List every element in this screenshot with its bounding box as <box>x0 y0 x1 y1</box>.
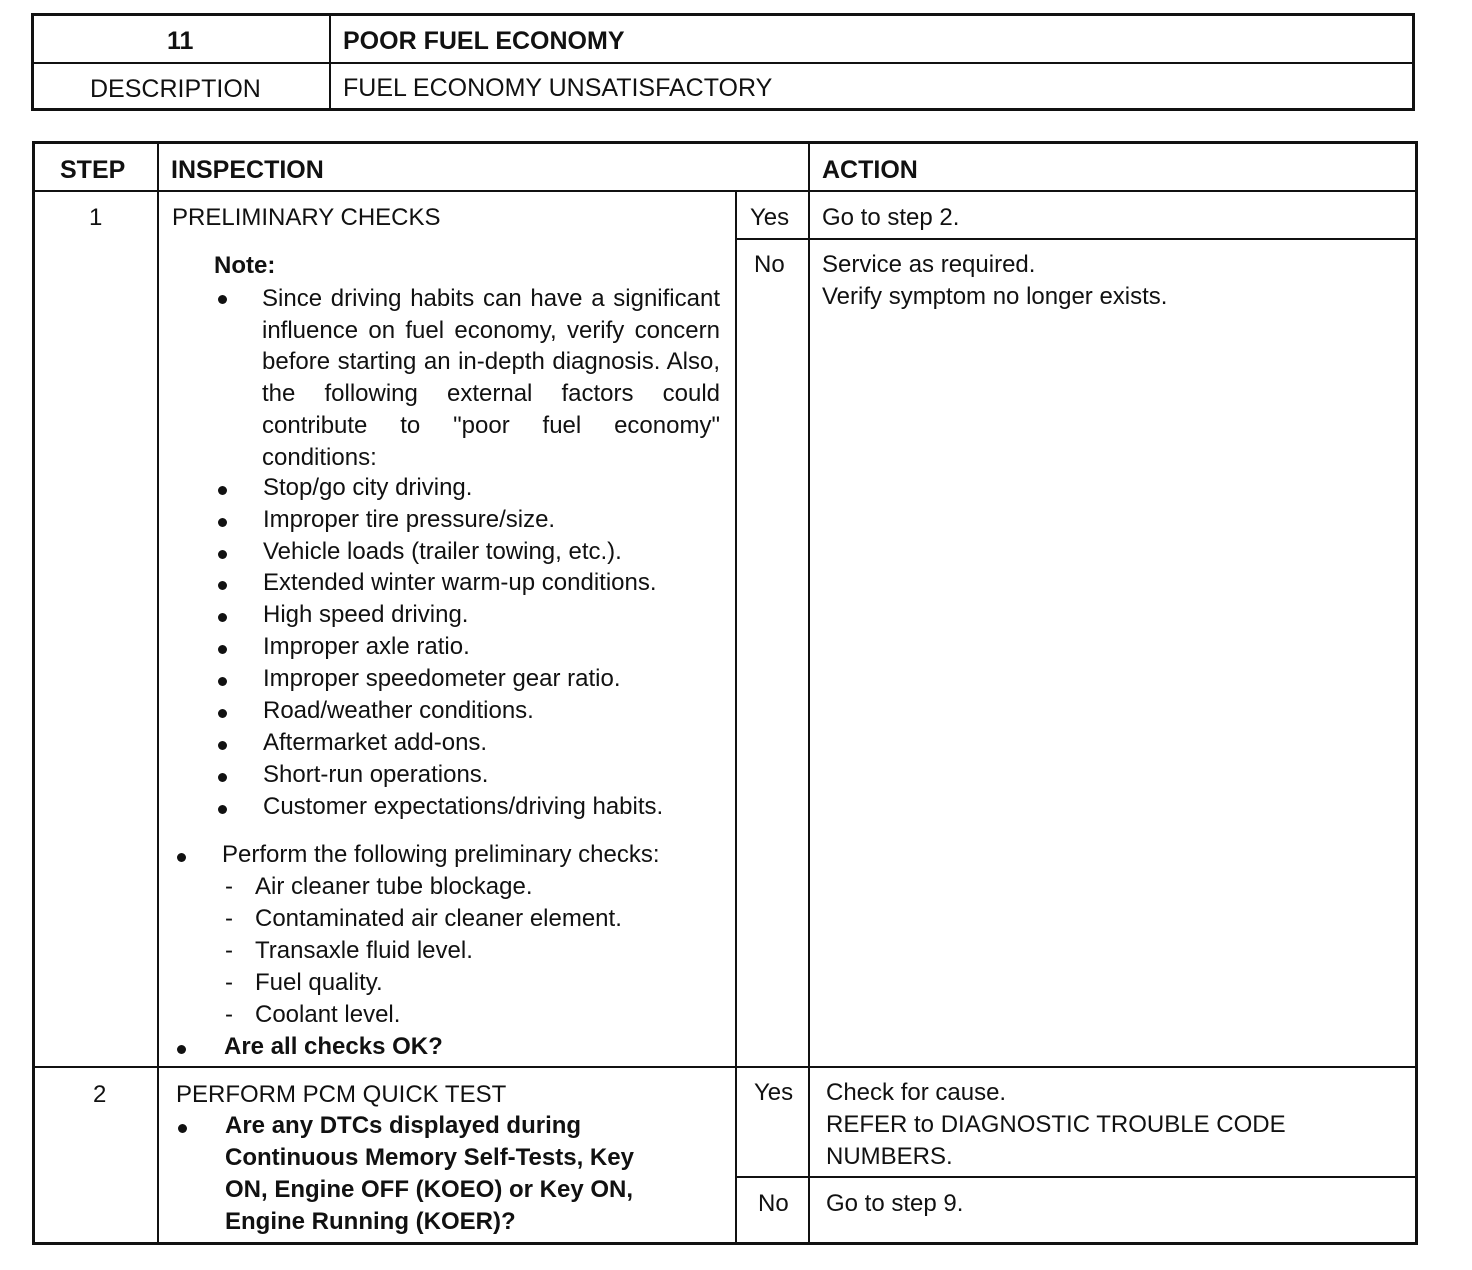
factor-item: Improper speedometer gear ratio. <box>263 665 621 692</box>
factor-item: Customer expectations/driving habits. <box>263 793 664 820</box>
step-column-header: STEP <box>60 156 126 184</box>
note-label: Note: <box>214 252 276 279</box>
check-item: Fuel quality. <box>255 969 383 996</box>
bullet-icon <box>218 709 227 718</box>
note-intro: Since driving habits can have a significant influence on fuel economy, verify concern before starting an in-depth diagnosis. Also, the following external factors could contribute to "poor fuel economy" conditions: <box>262 285 720 471</box>
bullet-icon <box>177 853 186 862</box>
step2-yes-action-3: NUMBERS. <box>826 1143 953 1170</box>
factor-item: Improper axle ratio. <box>263 633 470 660</box>
step1-title: PRELIMINARY CHECKS <box>172 204 441 231</box>
check-item: Transaxle fluid level. <box>255 937 473 964</box>
factor-item: Stop/go city driving. <box>263 474 473 501</box>
header-table <box>31 13 1415 111</box>
description-text: FUEL ECONOMY UNSATISFACTORY <box>343 74 773 102</box>
step2-question-line: Continuous Memory Self-Tests, Key <box>225 1144 634 1171</box>
header-row-divider <box>35 190 1415 192</box>
step2-no-label: No <box>758 1190 789 1217</box>
bullet-icon <box>177 1045 186 1054</box>
step2-yes-action-2: REFER to DIAGNOSTIC TROUBLE CODE <box>826 1111 1286 1138</box>
step1-number: 1 <box>89 204 103 231</box>
description-label: DESCRIPTION <box>90 75 261 103</box>
factor-item: Improper tire pressure/size. <box>263 506 556 533</box>
step2-question-line: Engine Running (KOER)? <box>225 1208 516 1235</box>
bullet-icon <box>218 613 227 622</box>
diagnostic-table <box>32 141 1418 1245</box>
dash-marker: - <box>225 937 233 964</box>
step2-title: PERFORM PCM QUICK TEST <box>176 1081 507 1108</box>
perform-checks-text: Perform the following preliminary checks: <box>222 841 660 868</box>
bullet-icon <box>218 581 227 590</box>
factor-item: Short-run operations. <box>263 761 489 788</box>
bullet-icon <box>218 550 227 559</box>
dash-marker: - <box>225 905 233 932</box>
yesno-column-divider <box>735 192 737 1242</box>
step1-yes-no-divider <box>735 238 1415 240</box>
factor-item: High speed driving. <box>263 601 469 628</box>
step1-no-label: No <box>754 251 785 278</box>
check-item: Coolant level. <box>255 1001 401 1028</box>
action-column-header: ACTION <box>822 156 918 184</box>
bullet-icon <box>218 518 227 527</box>
dash-marker: - <box>225 1001 233 1028</box>
step2-yes-no-divider <box>735 1176 1415 1178</box>
bullet-icon <box>218 645 227 654</box>
factor-item: Extended winter warm-up conditions. <box>263 569 657 596</box>
step1-question: Are all checks OK? <box>224 1033 443 1060</box>
bullet-icon <box>218 677 227 686</box>
step2-number: 2 <box>93 1081 107 1108</box>
procedure-number: 11 <box>167 27 194 55</box>
header-divider-horizontal <box>34 62 1412 64</box>
step2-question-line: ON, Engine OFF (KOEO) or Key ON, <box>225 1176 634 1203</box>
action-column-divider <box>808 144 810 1242</box>
bullet-icon <box>178 1124 187 1133</box>
dash-marker: - <box>225 969 233 996</box>
check-item: Contaminated air cleaner element. <box>255 905 622 932</box>
bullet-icon <box>218 805 227 814</box>
step1-yes-label: Yes <box>750 204 790 231</box>
bullet-icon <box>218 773 227 782</box>
step1-no-action-2: Verify symptom no longer exists. <box>822 283 1168 310</box>
factor-item: Aftermarket add-ons. <box>263 729 488 756</box>
step-column-divider <box>157 144 159 1242</box>
bullet-icon <box>218 741 227 750</box>
bullet-icon <box>218 486 227 495</box>
step2-yes-action-1: Check for cause. <box>826 1079 1007 1106</box>
step2-question-line: Are any DTCs displayed during <box>225 1112 582 1139</box>
step2-yes-label: Yes <box>754 1079 794 1106</box>
bullet-icon <box>218 295 227 304</box>
factor-item: Vehicle loads (trailer towing, etc.). <box>263 538 622 565</box>
factor-item: Road/weather conditions. <box>263 697 534 724</box>
procedure-title: POOR FUEL ECONOMY <box>343 27 625 55</box>
inspection-column-header: INSPECTION <box>171 156 324 184</box>
dash-marker: - <box>225 873 233 900</box>
step1-no-action-1: Service as required. <box>822 251 1036 278</box>
check-item: Air cleaner tube blockage. <box>255 873 533 900</box>
step2-no-action: Go to step 9. <box>826 1190 964 1217</box>
step1-yes-action: Go to step 2. <box>822 204 960 231</box>
step-row-divider <box>35 1066 1415 1068</box>
